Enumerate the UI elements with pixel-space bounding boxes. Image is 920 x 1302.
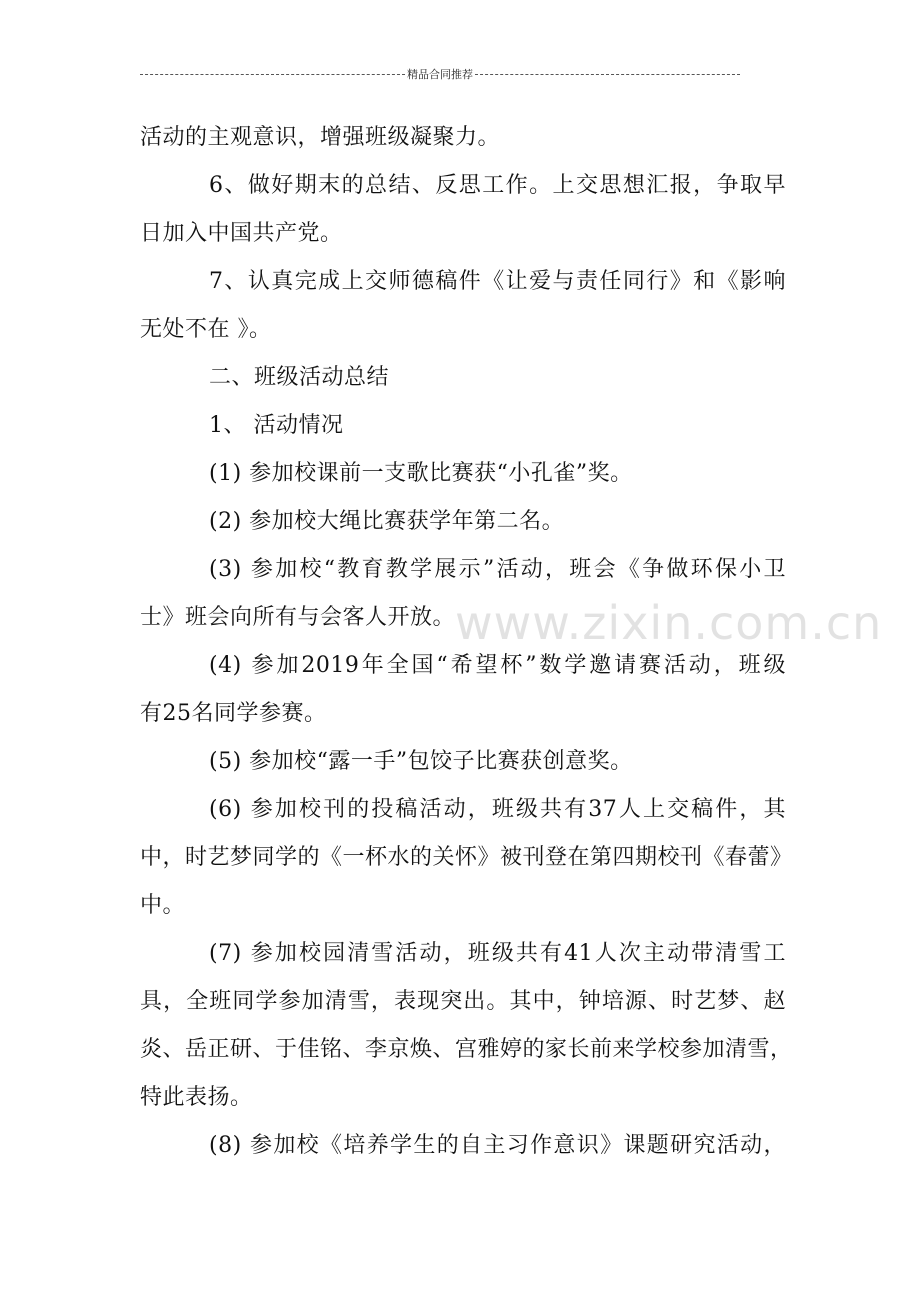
text-line: 6、做好期末的总结、反思工作。上交思想汇报，争取早 <box>209 173 786 198</box>
text-line: 中，时艺梦同学的《一杯水的关怀》被刊登在第四期校刊《春蕾》 <box>140 845 793 870</box>
text-line: (1) 参加校课前一支歌比赛获“小孔雀”奖。 <box>209 461 633 486</box>
text-line: (7) 参加校园清雪活动，班级共有41人次主动带清雪工 <box>209 941 786 966</box>
text-line: 日加入中国共产党。 <box>140 221 343 246</box>
text-line: (8) 参加校《培养学生的自主习作意识》课题研究活动， <box>209 1133 786 1158</box>
header-label: 精品合同推荐 <box>407 68 473 81</box>
header-rule-right <box>475 74 740 75</box>
page-header <box>140 66 740 82</box>
text-line: (5) 参加校“露一手”包饺子比赛获创意奖。 <box>209 749 633 774</box>
watermark: www.zixin.com.cn <box>455 596 883 650</box>
text-line: (4) 参加2019年全国“希望杯”数学邀请赛活动，班级 <box>209 653 786 678</box>
text-line: 特此表扬。 <box>140 1085 253 1110</box>
text-line: 中。 <box>140 893 186 918</box>
subsection-heading: 1、 活动情况 <box>209 413 344 438</box>
document-body <box>140 114 793 1170</box>
text-line: 炎、岳正研、于佳铭、李京焕、宫雅婷的家长前来学校参加清雪， <box>140 1037 793 1062</box>
text-line: 士》班会向所有与会客人开放。 <box>140 605 456 630</box>
text-line: (2) 参加校大绳比赛获学年第二名。 <box>209 509 565 534</box>
text-line: (3) 参加校“教育教学展示”活动，班会《争做环保小卫 <box>209 557 786 582</box>
text-line: 有25名同学参赛。 <box>140 701 327 726</box>
text-line: 活动的主观意识，增强班级凝聚力。 <box>140 125 501 150</box>
text-line: (6) 参加校刊的投稿活动，班级共有37人上交稿件，其 <box>209 797 786 822</box>
header-rule-left <box>140 74 405 75</box>
text-line: 7、认真完成上交师德稿件《让爱与责任同行》和《影响 <box>209 269 786 294</box>
text-line: 无处不在 》。 <box>140 317 272 342</box>
section-heading: 二、班级活动总结 <box>209 365 390 390</box>
text-line: 具，全班同学参加清雪，表现突出。其中，钟培源、时艺梦、赵 <box>140 989 786 1014</box>
